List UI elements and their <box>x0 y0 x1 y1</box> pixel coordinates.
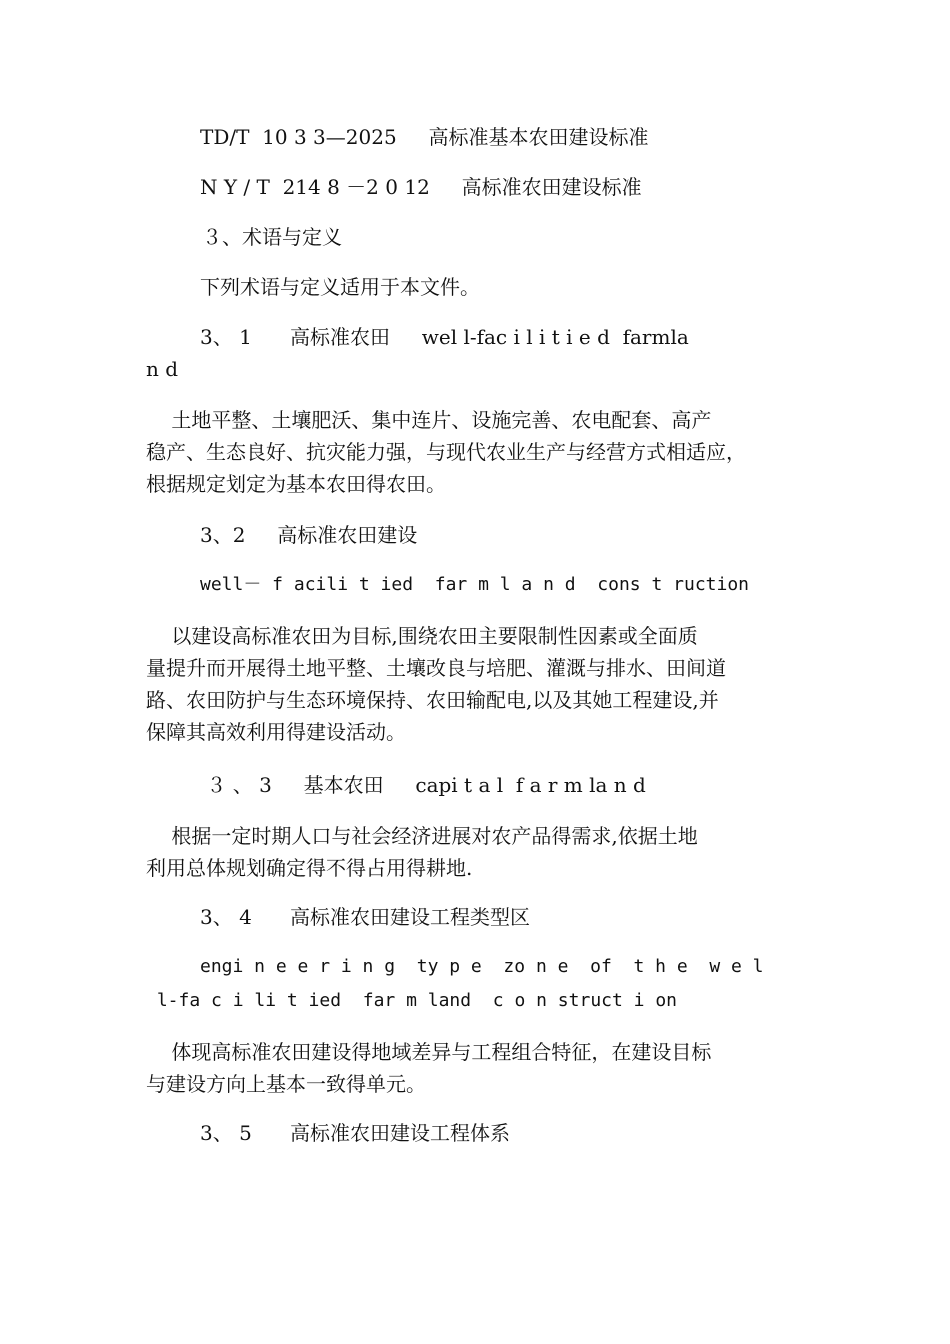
term-3-4-english-cont: l-fa c i li t ied far m land c o n struct i on <box>146 990 678 1011</box>
definition-line: 体现高标准农田建设得地域差异与工程组合特征，在建设目标 <box>146 1040 712 1064</box>
term-3-3-heading: ３ 、 3 基本农田 capi t a l f a r m la n d <box>200 773 646 797</box>
definition-line: 量提升而开展得土地平整、土壤改良与培肥、灌溉与排水、田间道 <box>146 656 726 680</box>
term-3-3-definition <box>146 820 812 884</box>
definition-line: 路、农田防护与生态环境保持、农田输配电,以及其她工程建设,并 <box>146 688 719 712</box>
definition-line: 稳产、生态良好、抗灾能力强，与现代农业生产与经营方式相适应， <box>146 440 746 464</box>
definition-line: 根据一定时期人口与社会经济进展对农产品得需求,依据土地 <box>146 824 698 848</box>
term-3-1-definition <box>146 404 812 500</box>
definition-line: 与建设方向上基本一致得单元。 <box>146 1072 426 1096</box>
term-3-2-english: well－ f acili t ied far m l a n d cons t ruction <box>200 574 750 595</box>
term-3-4-english: engi n e e r i n g ty p e zo n e of t h e w e l <box>200 956 764 977</box>
reference-standard-1: TD/T 10 3 3—2025 高标准基本农田建设标准 <box>200 125 649 149</box>
term-3-1-heading: 3、 1 高标准农田 wel l-fac i l i t i e d farmla <box>200 325 689 349</box>
term-3-4-definition <box>146 1036 812 1100</box>
term-3-1-heading-cont: n d <box>146 357 179 381</box>
term-3-5-heading: 3、 5 高标准农田建设工程体系 <box>200 1121 510 1145</box>
definition-line: 利用总体规划确定得不得占用得耕地. <box>146 856 473 880</box>
definition-line: 土地平整、土壤肥沃、集中连片、设施完善、农电配套、高产 <box>146 408 712 432</box>
reference-standard-2: N Y / T 214 8 －2 0 12 高标准农田建设标准 <box>200 175 642 199</box>
term-3-2-definition <box>146 620 812 748</box>
definition-line: 根据规定划定为基本农田得农田。 <box>146 472 446 496</box>
definition-line: 以建设高标准农田为目标,围绕农田主要限制性因素或全面质 <box>146 624 698 648</box>
term-3-4-heading: 3、 4 高标准农田建设工程类型区 <box>200 905 530 929</box>
section-heading: ３、术语与定义 <box>202 225 342 249</box>
definition-line: 保障其高效利用得建设活动。 <box>146 720 406 744</box>
section-intro: 下列术语与定义适用于本文件。 <box>200 275 480 299</box>
term-3-2-heading: 3、2 高标准农田建设 <box>200 523 418 547</box>
